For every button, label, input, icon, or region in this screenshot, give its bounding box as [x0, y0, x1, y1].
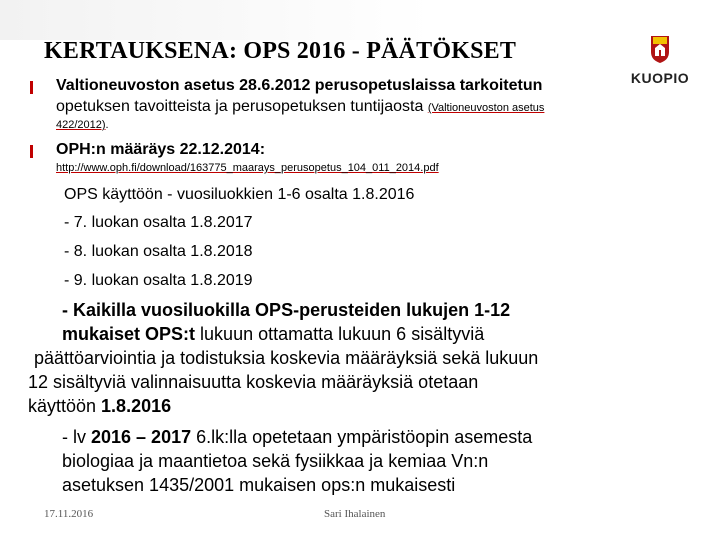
bullet1-line1-text: Valtioneuvoston asetus 28.6.2012 perusopetuslaissa tarkoitetun — [56, 77, 543, 94]
paragraph1-line4: 12 sisältyviä valinnaisuutta koskevia määräyksiä otetaan — [28, 372, 479, 392]
paragraph2-line3: asetuksen 1435/2001 mukaisen ops:n mukaisesti — [62, 475, 456, 495]
ops-item-4: - 9. luokan osalta 1.8.2019 — [64, 272, 253, 289]
bullet1-line2 — [56, 97, 544, 118]
oph-link[interactable]: http://www.oph.fi/download/163775_maarays_perusopetus_104_011_2014.pdf — [56, 162, 439, 174]
bullet1-line2-text: opetuksen tavoitteista ja perusopetuksen tuntijaosta — [56, 98, 424, 115]
logo-wordmark: KUOPIO — [630, 70, 690, 86]
bullet1-period: . — [105, 119, 109, 131]
bullet-marker — [30, 81, 33, 94]
page-title: KERTAUKSENA: OPS 2016 - PÄÄTÖKSET — [44, 38, 517, 64]
paragraph1-line2 — [62, 322, 484, 346]
paragraph1-line5 — [28, 394, 171, 418]
footer-date: 17.11.2016 — [44, 508, 94, 520]
coat-of-arms-icon — [650, 34, 670, 64]
ops-item-1: OPS käyttöön - vuosiluokkien 1-6 osalta 1.8.2016 — [64, 186, 415, 203]
paragraph1-line1 — [62, 298, 510, 322]
bullet1-reference-cont[interactable]: 422/2012) — [56, 119, 106, 131]
paragraph1-line5-text: käyttöön — [28, 396, 102, 416]
kuopio-logo — [628, 34, 692, 90]
paragraph1-line2-text: lukuun ottamatta lukuun 6 sisältyviä — [195, 324, 485, 344]
paragraph1-line2-bold: mukaiset OPS:t — [62, 324, 196, 344]
paragraph2-line1-a: - lv — [62, 427, 91, 447]
paragraph1-line3: päättöarviointia ja todistuksia koskevia määräyksiä sekä lukuun — [34, 348, 539, 368]
bullet2-heading — [56, 140, 265, 160]
bullet-marker — [30, 145, 33, 158]
bullet1-line3 — [56, 117, 109, 133]
ops-item-2: - 7. luokan osalta 1.8.2017 — [64, 214, 253, 231]
paragraph2-line1-years: 2016 – 2017 — [91, 427, 192, 447]
paragraph2-line1-c: 6.lk:lla opetetaan ympäristöopin asemesta — [191, 427, 533, 447]
paragraph2-line1 — [62, 425, 532, 449]
paragraph2-line2: biologiaa ja maantietoa sekä fysiikkaa ja kemiaa Vn:n — [62, 451, 489, 471]
header-watermark — [0, 0, 720, 40]
paragraph1-line1-text: - Kaikilla vuosiluokilla OPS-perusteiden lukujen 1-12 — [62, 300, 511, 320]
bullet2-heading-text: OPH:n määräys 22.12.2014: — [56, 141, 266, 158]
footer-author: Sari Ihalainen — [324, 508, 386, 520]
paragraph1-line5-date: 1.8.2016 — [101, 396, 172, 416]
ops-item-3: - 8. luokan osalta 1.8.2018 — [64, 243, 253, 260]
bullet1-reference[interactable]: (Valtioneuvoston asetus — [427, 102, 545, 114]
bullet1-line1 — [56, 76, 542, 96]
